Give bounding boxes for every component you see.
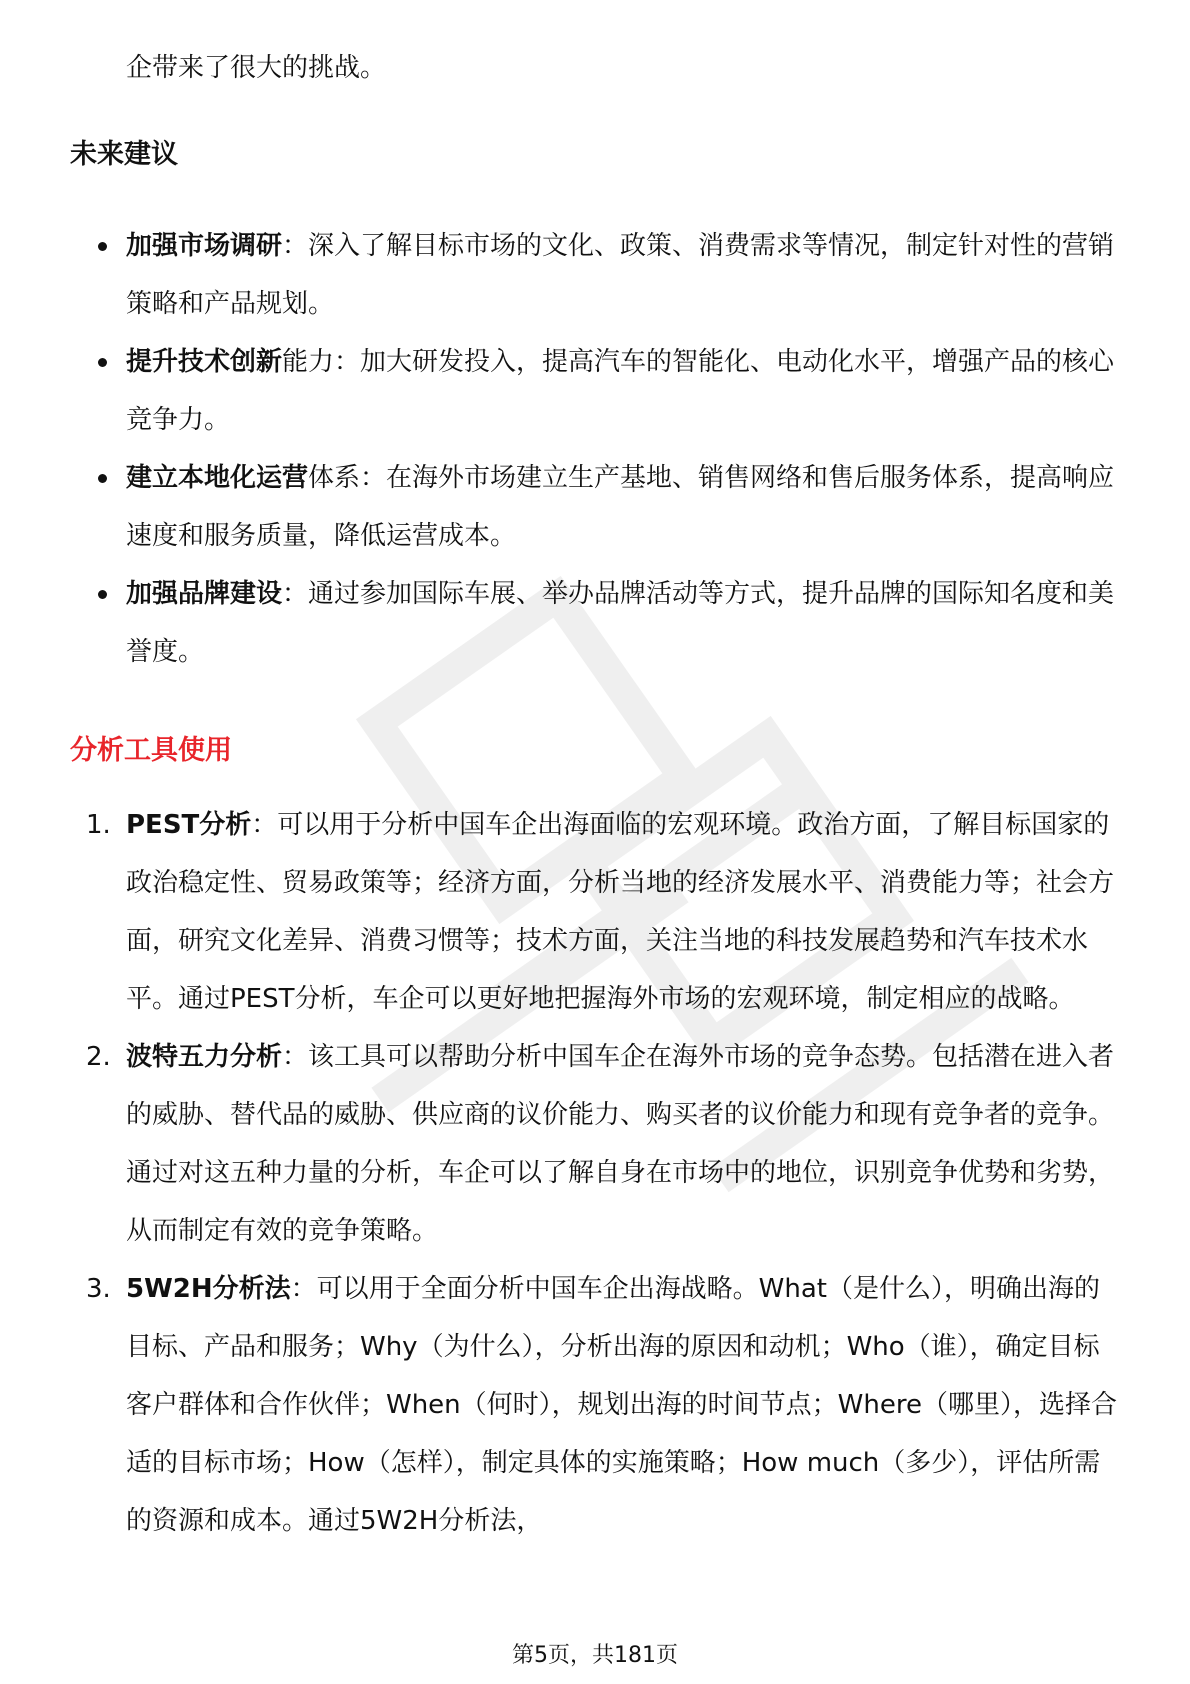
tool-number: 2. [86,1042,111,1072]
suggestions-list [0,217,1121,681]
tool-item [0,1028,1121,1260]
suggestion-term: 建立本地化运营 [126,463,309,493]
tools-heading: 分析工具使用 [70,735,232,766]
tool-sep: ： [251,810,278,840]
suggestion-term: 加强品牌建设 [126,579,283,609]
suggestion-text: 在海外市场建立生产基地、销售网络和售后服务体系，提高响应速度和服务质量，降低运营成本。 [126,463,1115,551]
suggestion-sep: ： [282,231,309,261]
tool-text: 该工具可以帮助分析中国车企在海外市场的竞争态势。包括潜在进入者的威胁、替代品的威胁、供应商的议价能力、购买者的议价能力和现有竞争者的竞争。通过对这五种力量的分析，车企可以了解自身在市场中的地位，识别竞争优势和劣势，从而制定有效的竞争策略。 [126,1042,1115,1246]
suggestion-item [0,217,1121,333]
suggestion-sep: ： [282,579,309,609]
tool-text: 可以用于全面分析中国车企出海战略。What（是什么），明确出海的目标、产品和服务；Why（为什么），分析出海的原因和动机；Who（谁），确定目标客户群体和合作伙伴；When（何时），规划出海的时间节点；Where（哪里），选择合适的目标市场；How（怎样），制定具体的实施策略；How much（多少），评估所需的资源和成本。通过5W2H分析法， [126,1274,1117,1536]
intro-tail: 企带来了很大的挑战。 [126,53,387,83]
suggestion-sep: 能力： [282,347,361,377]
tool-text: 可以用于分析中国车企出海面临的宏观环境。政治方面，了解目标国家的政治稳定性、贸易政策等；经济方面，分析当地的经济发展水平、消费能力等；社会方面，研究文化差异、消费习惯等；技术方面，关注当地的科技发展趋势和汽车技术水平。通过PEST分析，车企可以更好地把握海外市场的宏观环境，制定相应的战略。 [126,810,1115,1014]
suggestion-item [0,333,1121,449]
tool-term: 5W2H分析法 [126,1274,291,1304]
suggestion-text: 加大研发投入，提高汽车的智能化、电动化水平，增强产品的核心竞争力。 [126,347,1115,435]
suggestion-term: 提升技术创新 [126,347,283,377]
tool-term: PEST分析 [126,810,252,840]
suggestion-text: 深入了解目标市场的文化、政策、消费需求等情况，制定针对性的营销策略和产品规划。 [126,231,1115,319]
bullet-icon [98,590,107,599]
suggestion-item [0,565,1121,681]
tool-number: 3. [86,1274,111,1304]
suggestion-sep: 体系： [308,463,387,493]
tool-sep: ： [290,1274,317,1304]
future-heading: 未来建议 [70,139,178,170]
tools-list [0,796,1121,1550]
bullet-icon [98,358,107,367]
tool-item [0,1260,1121,1550]
suggestion-term: 加强市场调研 [126,231,283,261]
tool-number: 1. [86,810,111,840]
suggestion-item [0,449,1121,565]
tool-item [0,796,1121,1028]
tool-sep: ： [282,1042,309,1072]
page-footer: 第5页，共181页 [512,1643,678,1668]
bullet-icon [98,242,107,251]
suggestion-text: 通过参加国际车展、举办品牌活动等方式，提升品牌的国际知名度和美誉度。 [126,579,1115,667]
tool-term: 波特五力分析 [126,1042,283,1072]
bullet-icon [98,474,107,483]
